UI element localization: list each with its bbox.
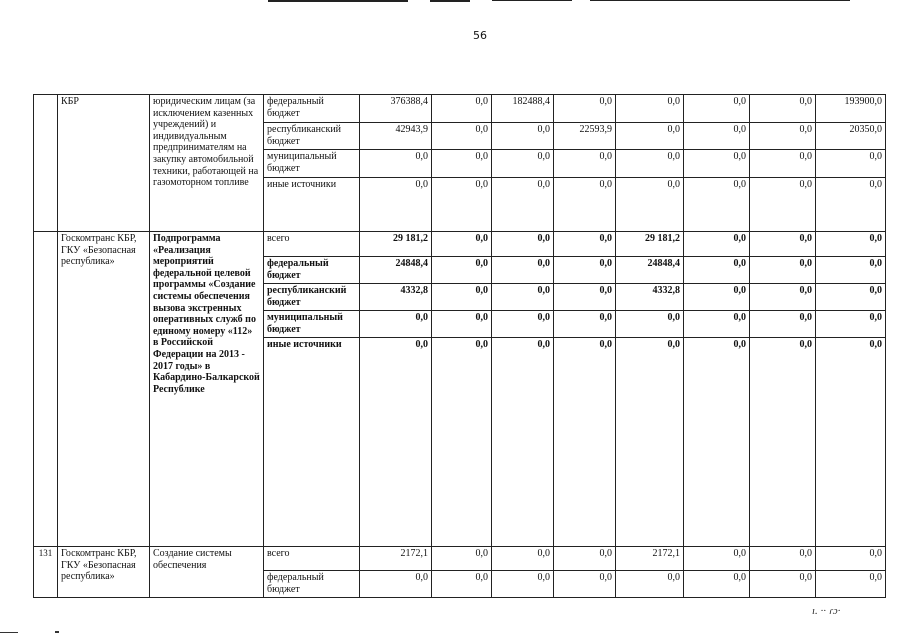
value-cell: 0,0: [684, 547, 750, 571]
value-cell: 0,0: [616, 311, 684, 338]
value-cell: 0,0: [492, 338, 554, 547]
row-number-cell: 131: [34, 547, 58, 598]
value-cell: 0,0: [554, 178, 616, 232]
funding-source: иные источники: [264, 178, 360, 232]
value-cell: 2172,1: [616, 547, 684, 571]
funding-source: республиканский бюджет: [264, 284, 360, 311]
value-cell: 0,0: [554, 257, 616, 284]
value-cell: 4332,8: [616, 284, 684, 311]
value-cell: 0,0: [360, 571, 432, 598]
top-edge-line: [430, 0, 470, 2]
value-cell: 0,0: [816, 150, 886, 178]
row-number-cell: [34, 232, 58, 547]
scan-mark: [55, 631, 59, 633]
value-cell: 0,0: [492, 571, 554, 598]
value-cell: 0,0: [684, 257, 750, 284]
value-cell: 0,0: [616, 571, 684, 598]
value-cell: 0,0: [554, 338, 616, 547]
value-cell: 0,0: [616, 123, 684, 150]
executor-cell: Госкомтранс КБР, ГКУ «Безопасная республика»: [58, 232, 150, 547]
value-cell: 20350,0: [816, 123, 886, 150]
executor-cell: Госкомтранс КБР, ГКУ «Безопасная республика»: [58, 547, 150, 598]
value-cell: 182488,4: [492, 95, 554, 123]
value-cell: 0,0: [816, 178, 886, 232]
value-cell: 0,0: [684, 311, 750, 338]
page-number: 56: [473, 29, 487, 42]
table-row: [34, 232, 886, 257]
value-cell: 0,0: [684, 338, 750, 547]
top-edge-line: [590, 0, 850, 1]
value-cell: 0,0: [616, 338, 684, 547]
value-cell: 0,0: [684, 95, 750, 123]
funding-source: федеральный бюджет: [264, 571, 360, 598]
value-cell: 0,0: [554, 284, 616, 311]
value-cell: 2172,1: [360, 547, 432, 571]
scan-mark: [0, 632, 18, 633]
value-cell: 0,0: [432, 338, 492, 547]
value-cell: 0,0: [554, 571, 616, 598]
value-cell: 0,0: [432, 257, 492, 284]
value-cell: 24848,4: [616, 257, 684, 284]
value-cell: 0,0: [432, 150, 492, 178]
value-cell: 0,0: [750, 284, 816, 311]
value-cell: 0,0: [750, 257, 816, 284]
value-cell: 0,0: [750, 571, 816, 598]
value-cell: 0,0: [750, 338, 816, 547]
value-cell: 376388,4: [360, 95, 432, 123]
value-cell: 24848,4: [360, 257, 432, 284]
value-cell: 0,0: [432, 232, 492, 257]
funding-source: иные источники: [264, 338, 360, 547]
value-cell: 0,0: [684, 123, 750, 150]
value-cell: 0,0: [816, 284, 886, 311]
value-cell: 0,0: [684, 178, 750, 232]
value-cell: 0,0: [616, 178, 684, 232]
value-cell: 0,0: [816, 257, 886, 284]
table-row: [34, 547, 886, 571]
value-cell: 0,0: [360, 178, 432, 232]
value-cell: 0,0: [492, 232, 554, 257]
value-cell: 4332,8: [360, 284, 432, 311]
value-cell: 0,0: [554, 150, 616, 178]
value-cell: 0,0: [554, 95, 616, 123]
value-cell: 0,0: [750, 311, 816, 338]
budget-table: [33, 94, 886, 598]
row-number-cell: [34, 95, 58, 232]
table-row: [34, 95, 886, 123]
value-cell: 193900,0: [816, 95, 886, 123]
value-cell: 0,0: [816, 547, 886, 571]
value-cell: 0,0: [360, 150, 432, 178]
value-cell: 0,0: [750, 95, 816, 123]
funding-source: всего: [264, 547, 360, 571]
top-edge-line: [268, 0, 408, 2]
value-cell: 0,0: [492, 178, 554, 232]
value-cell: 0,0: [616, 95, 684, 123]
measure-description: Создание системы обеспечения: [150, 547, 264, 598]
value-cell: 0,0: [432, 123, 492, 150]
value-cell: 0,0: [816, 311, 886, 338]
value-cell: 0,0: [750, 547, 816, 571]
value-cell: 0,0: [492, 123, 554, 150]
value-cell: 0,0: [616, 150, 684, 178]
value-cell: 0,0: [750, 123, 816, 150]
value-cell: 0,0: [492, 150, 554, 178]
value-cell: 0,0: [816, 338, 886, 547]
value-cell: 0,0: [554, 232, 616, 257]
value-cell: 0,0: [432, 571, 492, 598]
funding-source: республиканский бюджет: [264, 123, 360, 150]
executor-cell: КБР: [58, 95, 150, 232]
value-cell: 42943,9: [360, 123, 432, 150]
funding-source: муниципальный бюджет: [264, 150, 360, 178]
value-cell: 0,0: [432, 178, 492, 232]
value-cell: 29 181,2: [616, 232, 684, 257]
value-cell: 0,0: [360, 311, 432, 338]
value-cell: 0,0: [684, 232, 750, 257]
value-cell: 0,0: [492, 547, 554, 571]
value-cell: 0,0: [750, 232, 816, 257]
value-cell: 0,0: [816, 232, 886, 257]
value-cell: 0,0: [750, 150, 816, 178]
value-cell: 0,0: [432, 547, 492, 571]
value-cell: 0,0: [432, 284, 492, 311]
funding-source: федеральный бюджет: [264, 257, 360, 284]
funding-source: муниципальный бюджет: [264, 311, 360, 338]
funding-source: всего: [264, 232, 360, 257]
value-cell: 0,0: [432, 95, 492, 123]
value-cell: 0,0: [492, 257, 554, 284]
value-cell: 0,0: [816, 571, 886, 598]
value-cell: 0,0: [492, 284, 554, 311]
top-edge-line: [492, 0, 572, 1]
value-cell: 0,0: [432, 311, 492, 338]
value-cell: 0,0: [492, 311, 554, 338]
subprogram-title: Подпрограмма «Реализация мероприятий федеральной целевой программы «Создание системы обеспечения вызова экстренных оперативных служб по единому номеру «112» в Российской Федерации на 2013 - 2017 годы» в Кабардино-Балкарской Республике: [150, 232, 264, 547]
value-cell: 22593,9: [554, 123, 616, 150]
value-cell: 0,0: [684, 150, 750, 178]
value-cell: 0,0: [554, 547, 616, 571]
value-cell: 0,0: [554, 311, 616, 338]
value-cell: 29 181,2: [360, 232, 432, 257]
value-cell: 0,0: [360, 338, 432, 547]
value-cell: 0,0: [750, 178, 816, 232]
measure-description: юридическим лицам (за исключением казенных учреждений) и индивидуальным предпринимателям на закупку автомобильной техники, работающей на газомоторном топливе: [150, 95, 264, 232]
handwritten-mark: ı. ·· ɾɔ·: [812, 605, 841, 617]
value-cell: 0,0: [684, 284, 750, 311]
funding-source: федеральный бюджет: [264, 95, 360, 123]
value-cell: 0,0: [684, 571, 750, 598]
